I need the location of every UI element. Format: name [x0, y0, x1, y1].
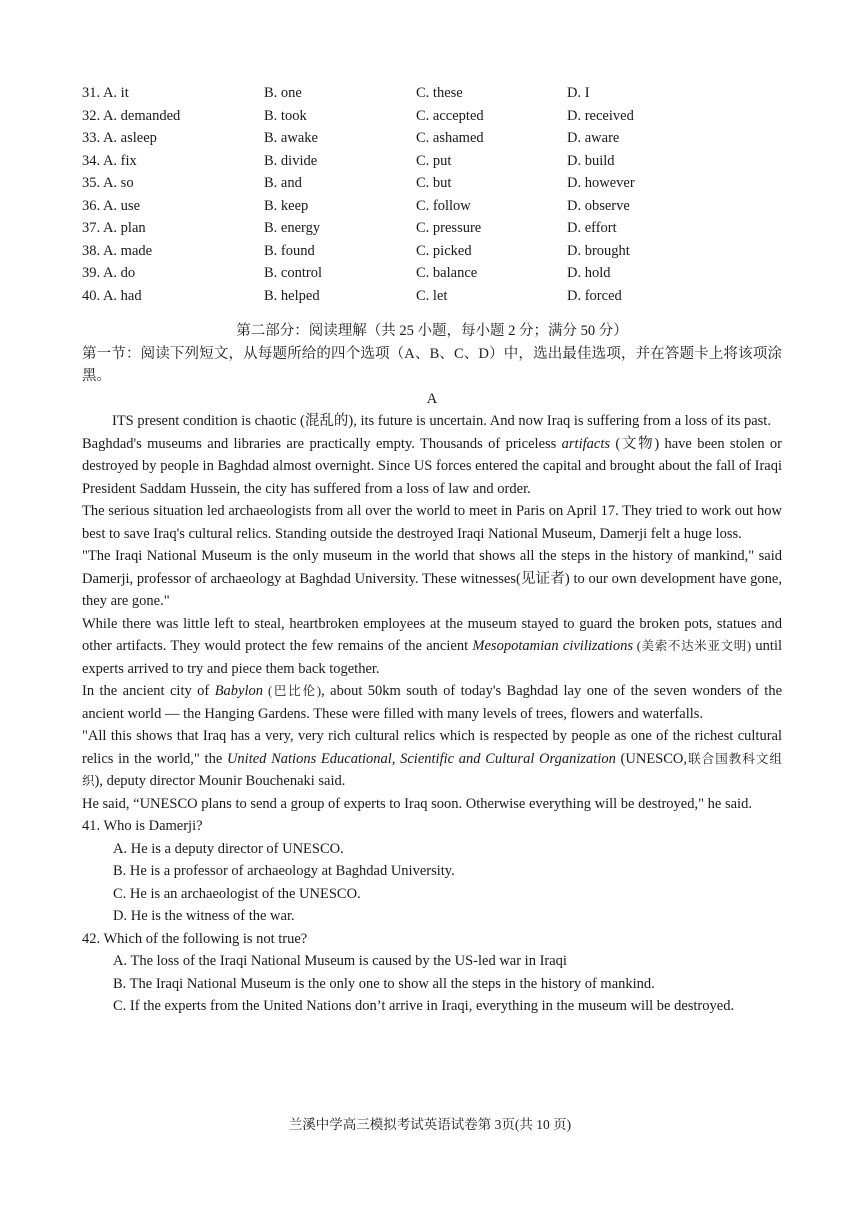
- option-c: C. put: [416, 152, 452, 169]
- option-row-32: [82, 105, 782, 128]
- passage-paragraph: He said, “UNESCO plans to send a group of experts to Iraq soon. Otherwise everything will be destroyed," he said.: [82, 795, 752, 812]
- passage-label: A: [426, 390, 438, 407]
- option-d: D. build: [567, 152, 615, 169]
- option-d: D. effort: [567, 220, 617, 236]
- option-c: C. let: [416, 287, 448, 304]
- option-a: 35. A. so: [82, 175, 134, 191]
- option-d: D. received: [567, 107, 634, 124]
- option-a: 37. A. plan: [82, 220, 146, 236]
- option-c: C. picked: [416, 242, 472, 259]
- option-b: B. and: [264, 175, 302, 191]
- option-a: 39. A. do: [82, 265, 136, 281]
- passage-paragraph: "The Iraqi National Museum is the only museum in the world that shows all the steps in the history of mankind," said Damerji, professor of archaeology at Baghdad University. These witnesses(见证者) to our own development have gone, they are gone.": [82, 548, 782, 609]
- passage-paragraph: Baghdad's museums and libraries are practically empty. Thousands of priceless artifacts (文物) have been stolen or destroyed by people in Baghdad almost overnight. Since US forces entered the capital and brought about the fall of Iraqi President Saddam Hussein, the city has suffered from a loss of law and order.: [82, 435, 782, 497]
- option-a: 38. A. made: [82, 242, 153, 259]
- option-d: D. aware: [567, 130, 620, 146]
- option-row-35: [82, 172, 782, 195]
- option-b: B. helped: [264, 287, 320, 304]
- question-42: [82, 928, 782, 1018]
- option-c: C. these: [416, 85, 463, 101]
- option-b: B. keep: [264, 197, 309, 214]
- option-a: 36. A. use: [82, 197, 140, 214]
- option-a: 33. A. asleep: [82, 130, 157, 146]
- option-row-40: [82, 285, 782, 308]
- option-a: 40. A. had: [82, 287, 142, 304]
- option-d: D. brought: [567, 242, 630, 259]
- option-b: B. one: [264, 85, 302, 101]
- option-d: D. however: [567, 175, 635, 191]
- option-d: D. forced: [567, 287, 622, 304]
- option-d: D. I: [567, 85, 590, 101]
- question-41: [82, 815, 782, 928]
- answer-choice: B. He is a professor of archaeology at Baghdad University.: [113, 863, 455, 879]
- answer-choice: C. If the experts from the United Nations don’t arrive in Iraqi, everything in the museum will be destroyed.: [113, 998, 735, 1014]
- passage-paragraph: While there was little left to steal, heartbroken employees at the museum stayed to guard the broken pots, statues and other artifacts. They would protect the few remains of the ancient Mesopotamian civilizations (美索不达米亚文明) until experts arrived to try and piece them back together.: [82, 615, 783, 677]
- passage-paragraph: The serious situation led archaeologists from all over the world to meet in Paris on April 17. They tried to work out how best to save Iraq's cultural relics. Standing outside the destroyed Iraqi National Museum, Damerji felt a huge loss.: [82, 503, 782, 542]
- option-c: C. pressure: [416, 220, 482, 236]
- cloze-options-table: [82, 82, 782, 307]
- passage-paragraph: ITS present condition is chaotic (混乱的), its future is uncertain. And now Iraq is suffering from a loss of its past.: [112, 413, 771, 429]
- option-b: B. took: [264, 107, 307, 124]
- option-b: B. divide: [264, 152, 318, 169]
- question-stem: 42. Which of the following is not true?: [82, 930, 308, 947]
- option-a: 31. A. it: [82, 85, 129, 101]
- option-d: D. observe: [567, 197, 630, 214]
- section-title: 第二部分：阅读理解（共 25 小题，每小题 2 分；满分 50 分）: [236, 323, 628, 339]
- answer-choice: C. He is an archaeologist of the UNESCO.: [113, 885, 361, 902]
- section-instruction: 第一节：阅读下列短文，从每题所给的四个选项（A、B、C、D）中，选出最佳选项，并在答题卡上将该项涂黑。: [82, 345, 782, 384]
- option-row-31: [82, 82, 782, 105]
- option-row-39: [82, 262, 782, 285]
- option-row-33: [82, 127, 782, 150]
- answer-choice: A. He is a deputy director of UNESCO.: [113, 840, 344, 857]
- exam-page: [82, 82, 782, 1018]
- option-row-37: [82, 217, 782, 240]
- answer-choice: D. He is the witness of the war.: [113, 908, 295, 924]
- option-b: B. awake: [264, 130, 318, 146]
- option-c: C. but: [416, 175, 452, 191]
- option-a: 32. A. demanded: [82, 107, 181, 124]
- page-footer: 兰溪中学高三模拟考试英语试卷第 3页(共 10 页): [288, 1117, 572, 1132]
- answer-choice: A. The loss of the Iraqi National Museum is caused by the US-led war in Iraqi: [113, 953, 567, 969]
- passage-paragraph: "All this shows that Iraq has a very, very rich cultural relics which is respected by people as one of the richest cultural relics in the world," the United Nations Educational, Scientific and Cultural Organization (UNESCO,联合国教科文组织), deputy director Mounir Bouchenaki said.: [82, 728, 782, 789]
- option-c: C. accepted: [416, 107, 484, 124]
- passage-paragraph: In the ancient city of Babylon (巴比伦), about 50km south of today's Baghdad lay one of the seven wonders of the ancient world — the Hanging Gardens. These were filled with many levels of trees, flowers and waterfalls.: [82, 683, 783, 722]
- option-b: B. control: [264, 265, 322, 281]
- option-b: B. energy: [264, 220, 321, 236]
- option-d: D. hold: [567, 265, 611, 281]
- option-c: C. ashamed: [416, 130, 484, 146]
- option-c: C. follow: [416, 197, 471, 214]
- option-row-34: [82, 150, 782, 173]
- option-row-38: [82, 240, 782, 263]
- answer-choice: B. The Iraqi National Museum is the only one to show all the steps in the history of mankind.: [113, 975, 655, 992]
- question-stem: 41. Who is Damerji?: [82, 818, 203, 834]
- option-b: B. found: [264, 242, 315, 259]
- option-row-36: [82, 195, 782, 218]
- option-a: 34. A. fix: [82, 152, 137, 169]
- option-c: C. balance: [416, 265, 478, 281]
